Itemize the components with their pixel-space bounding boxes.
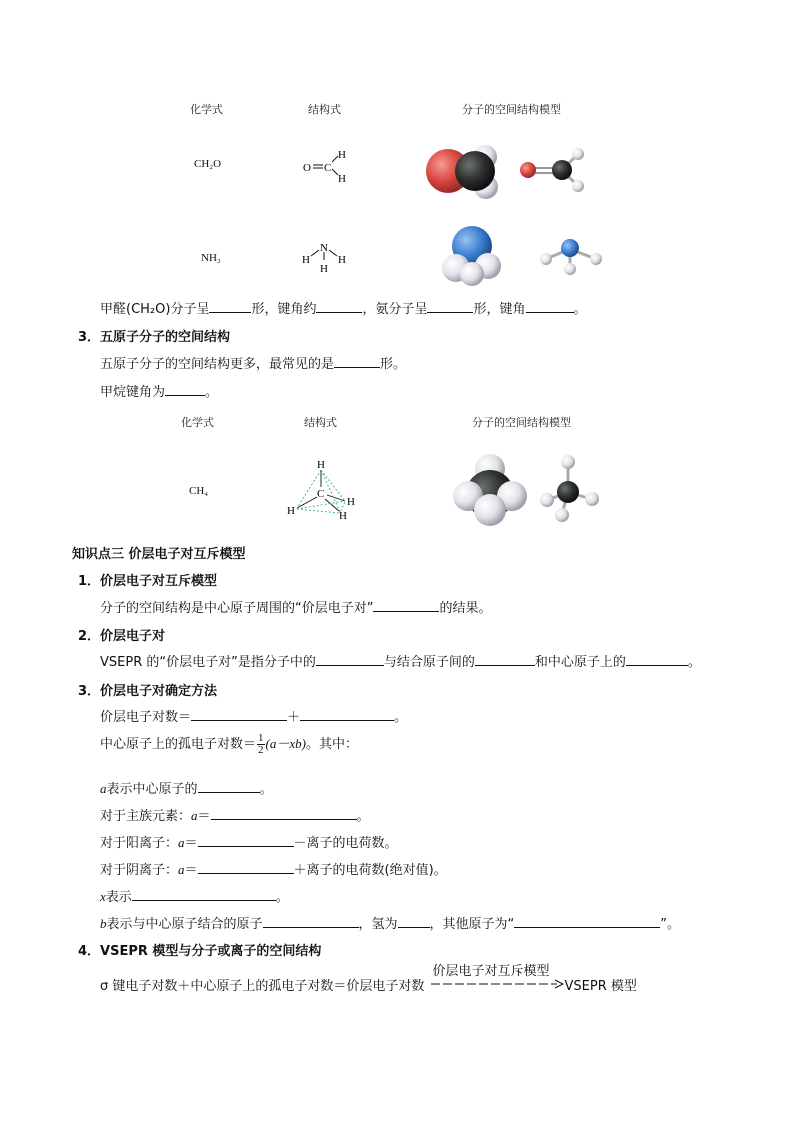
o-atom bbox=[520, 162, 536, 178]
long-arrow bbox=[429, 978, 565, 990]
h-atom bbox=[555, 508, 569, 522]
blank[interactable] bbox=[316, 653, 384, 666]
s2-line1: VSEPR 的“价层电子对”是指分子中的 与结合原子间的 和中心原子上的 。 bbox=[100, 655, 701, 670]
nh3-molecular-models bbox=[430, 222, 610, 287]
ch4-molecular-models bbox=[450, 450, 610, 530]
s3-line5: 对于阳离子：a＝ －离子的电荷数。 bbox=[100, 835, 398, 851]
atom-h-right: H bbox=[347, 496, 355, 508]
fraction-one-half: $\frac{1}{2}$ bbox=[258, 732, 264, 756]
atom-c: C bbox=[324, 162, 332, 174]
table2-header-model: 分子的空间结构模型 bbox=[472, 416, 571, 429]
table1-header-model: 分子的空间结构模型 bbox=[462, 103, 561, 116]
n-atom bbox=[561, 239, 579, 257]
blank[interactable] bbox=[198, 780, 260, 793]
h-atom bbox=[572, 180, 584, 192]
s3-line2: 中心原子上的孤电子对数＝ $\frac{1}{2}$ (a－xb)。其中： bbox=[100, 732, 358, 756]
c-atom bbox=[557, 481, 579, 503]
atom-o: O bbox=[303, 162, 311, 174]
blank[interactable] bbox=[373, 599, 439, 612]
table1-formula-ch2o: CH₂O bbox=[194, 158, 222, 170]
c-atom bbox=[552, 160, 572, 180]
arrow-with-label bbox=[429, 964, 565, 990]
blank[interactable] bbox=[526, 300, 574, 313]
blank[interactable] bbox=[475, 653, 535, 666]
s3-line7: x表示 。 bbox=[100, 889, 289, 905]
nh3-structural-formula bbox=[298, 238, 358, 278]
blank[interactable] bbox=[514, 915, 660, 928]
ch2o-structural-formula bbox=[298, 145, 358, 185]
blank[interactable] bbox=[334, 355, 380, 368]
atom-h3: H bbox=[320, 263, 328, 275]
s3-line6: 对于阴离子：a＝ ＋离子的电荷数(绝对值)。 bbox=[100, 862, 447, 878]
h-atom bbox=[540, 253, 552, 265]
blank[interactable] bbox=[198, 834, 294, 847]
h-atom bbox=[585, 492, 599, 506]
h-atom bbox=[540, 493, 554, 507]
kp3-title: 知识点三 价层电子对互斥模型 bbox=[72, 547, 246, 562]
atom-h1: H bbox=[302, 254, 310, 266]
h-atom bbox=[474, 494, 506, 526]
h-atom bbox=[572, 148, 584, 160]
blank[interactable] bbox=[132, 888, 276, 901]
atom-h-left: H bbox=[287, 505, 295, 517]
s4-title: 4．VSEPR 模型与分子或离子的空间结构 bbox=[78, 944, 322, 959]
table1-formula-nh3: NH₃ bbox=[201, 252, 221, 264]
ch4-structural-formula bbox=[283, 455, 363, 520]
table2-formula-ch4: CH₄ bbox=[189, 485, 209, 497]
sec3-line1: 五原子分子的空间结构更多，最常见的是 形。 bbox=[100, 357, 407, 372]
blank[interactable] bbox=[198, 861, 294, 874]
atom-h-front: H bbox=[339, 510, 347, 520]
blank[interactable] bbox=[300, 708, 394, 721]
atom-c: C bbox=[317, 488, 325, 500]
blank[interactable] bbox=[427, 300, 473, 313]
sec3-title: 3．五原子分子的空间结构 bbox=[78, 330, 231, 345]
blank[interactable] bbox=[191, 708, 287, 721]
ch2o-molecular-models bbox=[420, 140, 600, 205]
blank[interactable] bbox=[626, 653, 688, 666]
blank[interactable] bbox=[165, 383, 205, 396]
s3-title: 3．价层电子对确定方法 bbox=[78, 684, 218, 699]
blank[interactable] bbox=[316, 300, 362, 313]
s3-line3: a表示中心原子的 。 bbox=[100, 781, 273, 797]
atom-h1: H bbox=[338, 149, 346, 161]
c-atom bbox=[455, 151, 495, 191]
s1-title: 1．价层电子对互斥模型 bbox=[78, 574, 218, 589]
h-atom bbox=[561, 455, 575, 469]
h-atom bbox=[460, 262, 484, 286]
atom-n: N bbox=[320, 242, 328, 254]
atom-h2: H bbox=[338, 254, 346, 266]
s3-line8: b表示与中心原子结合的原子 ，氢为 ，其他原子为“ ”。 bbox=[100, 916, 681, 932]
h-atom bbox=[564, 263, 576, 275]
s1-line1: 分子的空间结构是中心原子周围的“价层电子对” 的结果。 bbox=[100, 601, 492, 616]
s3-line1: 价层电子对数＝ ＋ 。 bbox=[100, 710, 408, 725]
arrow-label: 价层电子对互斥模型 bbox=[432, 964, 550, 979]
sec3-line2: 甲烷键角为 。 bbox=[100, 385, 219, 400]
table1-header-formula: 化学式 bbox=[190, 103, 223, 116]
s4-line1: σ 键电子对数＋中心原子上的孤电子对数＝价层电子对数 价层电子对互斥模型 VSEPR 模型 bbox=[100, 975, 637, 994]
blank[interactable] bbox=[209, 300, 251, 313]
blank[interactable] bbox=[263, 915, 359, 928]
blank[interactable] bbox=[211, 807, 357, 820]
table1-header-structure: 结构式 bbox=[308, 103, 341, 116]
h-atom bbox=[590, 253, 602, 265]
s3-line4: 对于主族元素：a＝ 。 bbox=[100, 808, 370, 824]
atom-h2: H bbox=[338, 173, 346, 185]
s2-title: 2．价层电子对 bbox=[78, 629, 166, 644]
blank[interactable] bbox=[398, 915, 430, 928]
table2-header-formula: 化学式 bbox=[181, 416, 214, 429]
atom-h-top: H bbox=[317, 459, 325, 471]
table2-header-structure: 结构式 bbox=[304, 416, 337, 429]
formaldehyde-line: 甲醛(CH₂O)分子呈 形，键角约 ，氨分子呈 形，键角 。 bbox=[100, 302, 587, 317]
